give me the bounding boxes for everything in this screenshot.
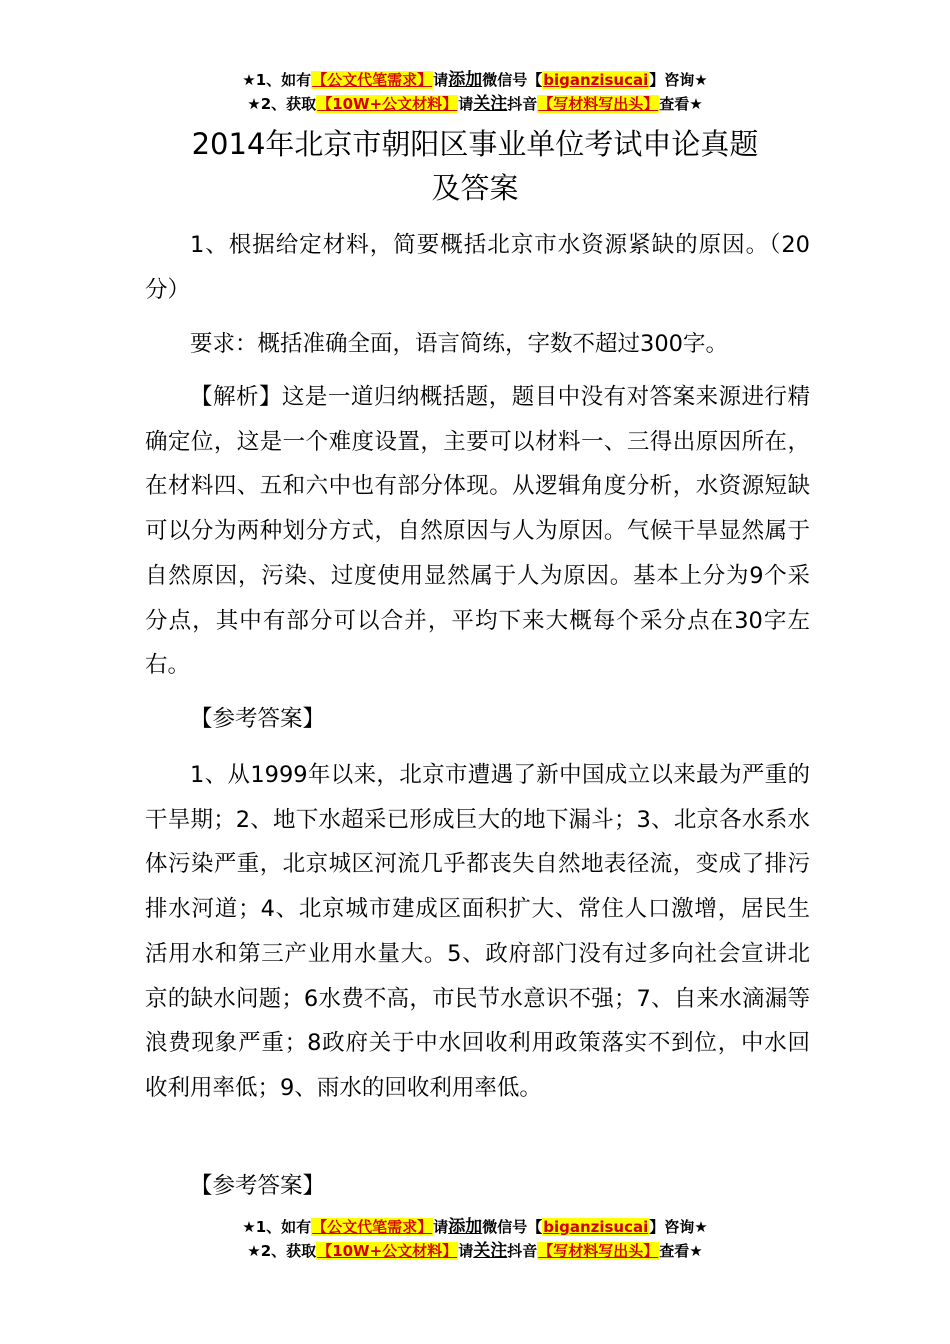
star-icon: ★ [694, 71, 708, 89]
banner-line-1 [0, 68, 950, 92]
star-icon: ★ [689, 1242, 703, 1260]
banner-text: 抖音 [507, 1242, 538, 1260]
banner-line-1 [0, 1215, 950, 1239]
banner-emphasis: 添加 [448, 70, 483, 90]
title-line-1: 2014年北京市朝阳区事业单位考试申论真题 [191, 127, 759, 161]
banner-line-2 [0, 92, 950, 116]
banner-emphasis: 关注 [473, 94, 508, 114]
star-icon: ★ [242, 1218, 256, 1236]
footer-banner [0, 1215, 950, 1263]
question-paragraph: 1、根据给定材料，简要概括北京市水资源紧缺的原因。（20分） [145, 232, 810, 303]
banner-text: 1、如有 [255, 71, 312, 89]
banner-text: 微信号【 [482, 71, 543, 89]
banner-text: 2、获取 [260, 1242, 317, 1260]
banner-text: 请 [458, 95, 474, 113]
highlight-materials: 【10W+公文材料】 [317, 1242, 458, 1260]
header-banner [0, 68, 950, 116]
answer-paragraph: 1、从1999年以来，北京市遭遇了新中国成立以来最为严重的干旱期；2、地下水超采已形成巨大的地下漏斗；3、北京各水系水体污染严重，北京城区河流几乎都丧失自然地表径流，变成了排污排水河道；4、北京城市建成区面积扩大、常住人口激增，居民生活用水和第三产业用水量大。5、政府部门没有过多向社会宣讲北京的缺水问题；6水费不高，市民节水意识不强；7、自来水滴漏等浪费现象严重；8政府关于中水回收利用政策落实不到位，中水回收利用率低；9、雨水的回收利用率低。 [145, 762, 810, 1101]
requirement-paragraph: 要求：概括准确全面，语言简练，字数不超过300字。 [190, 331, 728, 357]
banner-emphasis: 关注 [473, 1241, 508, 1261]
banner-text: 请 [433, 1218, 449, 1236]
banner-text: 抖音 [507, 95, 538, 113]
answer-heading: 【参考答案】 [190, 706, 326, 732]
banner-line-2 [0, 1239, 950, 1263]
wechat-id: biganzisucai [543, 1218, 649, 1236]
banner-text: 1、如有 [255, 1218, 312, 1236]
banner-text: 查看 [659, 1242, 690, 1260]
star-icon: ★ [689, 95, 703, 113]
banner-text: 微信号【 [482, 1218, 543, 1236]
highlight-service: 【公文代笔需求】 [312, 1218, 433, 1236]
star-icon: ★ [247, 95, 261, 113]
highlight-materials: 【10W+公文材料】 [317, 95, 458, 113]
banner-text: 2、获取 [260, 95, 317, 113]
star-icon: ★ [247, 1242, 261, 1260]
document-title [0, 122, 950, 210]
answer-heading-2: 【参考答案】 [190, 1173, 326, 1199]
title-line-2: 及答案 [431, 171, 519, 205]
wechat-id: biganzisucai [543, 71, 649, 89]
analysis-paragraph: 【解析】这是一道归纳概括题，题目中没有对答案来源进行精确定位，这是一个难度设置，主要可以材料一、三得出原因所在，在材料四、五和六中也有部分体现。从逻辑角度分析，水资源短缺可以分为两种划分方式，自然原因与人为原因。气候干旱显然属于自然原因，污染、过度使用显然属于人为原因。基本上分为9个采分点，其中有部分可以合并，平均下来大概每个采分点在30字左右。 [145, 384, 810, 679]
banner-text: 请 [433, 71, 449, 89]
banner-text: 】咨询 [649, 71, 695, 89]
banner-text: 查看 [659, 95, 690, 113]
douyin-account: 【写材料写出头】 [538, 1242, 659, 1260]
banner-emphasis: 添加 [448, 1217, 483, 1237]
douyin-account: 【写材料写出头】 [538, 95, 659, 113]
highlight-service: 【公文代笔需求】 [312, 71, 433, 89]
star-icon: ★ [242, 71, 256, 89]
banner-text: 】咨询 [649, 1218, 695, 1236]
banner-text: 请 [458, 1242, 474, 1260]
star-icon: ★ [694, 1218, 708, 1236]
